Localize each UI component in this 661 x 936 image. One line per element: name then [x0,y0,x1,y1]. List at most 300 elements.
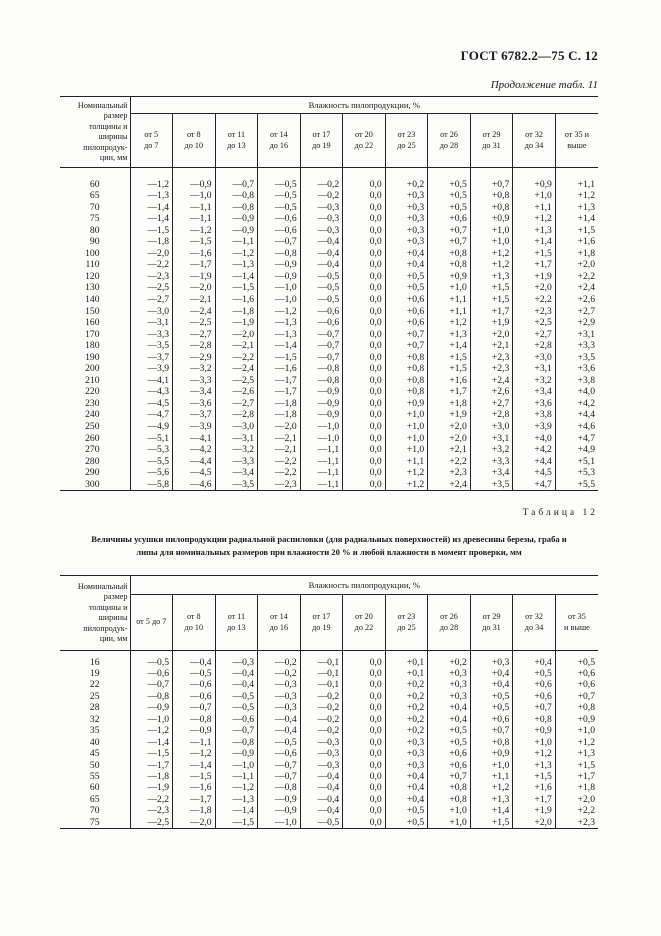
shrinkage-value: —1,3 [215,794,258,805]
table-continuation-note: Продолжение табл. 11 [490,79,598,91]
table-row [60,479,598,491]
shrinkage-value: +3,1 [555,329,598,341]
shrinkage-value: —1,8 [215,306,258,318]
shrinkage-value: +0,8 [385,352,428,364]
shrinkage-value: —0,7 [258,771,301,782]
row-label-size: 300 [60,479,130,491]
shrinkage-value: —2,3 [130,805,173,816]
shrinkage-value: +1,4 [555,213,598,225]
shrinkage-value: +0,9 [513,725,556,736]
shrinkage-value: —0,9 [215,213,258,225]
row-label-size: 200 [85,363,100,375]
shrinkage-value: +1,0 [385,433,428,445]
table-row [60,421,598,433]
shrinkage-value: +2,3 [513,306,556,318]
shrinkage-value: +0,4 [428,702,471,713]
shrinkage-value: —1,1 [215,236,258,248]
table-row [60,306,598,318]
shrinkage-value: +3,9 [513,421,556,433]
shrinkage-value: —1,1 [173,213,216,225]
shrinkage-value: —1,4 [130,737,173,748]
shrinkage-value: —0,1 [300,668,343,679]
column-header-moisture [555,595,598,651]
shrinkage-value: +1,2 [513,213,556,225]
table-12 [60,575,598,829]
shrinkage-value: —2,0 [215,329,258,341]
shrinkage-value: +1,5 [470,282,513,294]
shrinkage-value: —3,7 [173,409,216,421]
shrinkage-value: 0,0 [343,340,386,352]
row-label-size: 170 [85,328,100,340]
shrinkage-value: +2,0 [513,282,556,294]
shrinkage-value: +1,1 [385,456,428,468]
shrinkage-value: +2,3 [470,363,513,375]
shrinkage-value: —3,1 [130,317,173,329]
shrinkage-value: +0,9 [428,271,471,283]
shrinkage-value: —0,2 [300,179,343,191]
shrinkage-value: —4,9 [130,421,173,433]
column-header-line: от 29 [482,130,501,139]
row-label-size: 130 [85,282,100,294]
table-12-title [62,533,596,559]
shrinkage-value: +1,0 [513,737,556,748]
shrinkage-value: —0,6 [300,317,343,329]
shrinkage-value: 0,0 [343,259,386,271]
shrinkage-value: 0,0 [343,748,386,759]
row-label-size: 28 [89,702,100,714]
shrinkage-value: —0,9 [258,794,301,805]
shrinkage-value: 0,0 [343,213,386,225]
table-row [60,363,598,375]
column-header-line: от 17 [312,130,331,139]
shrinkage-value: +1,8 [555,248,598,260]
column-header-moisture [258,595,301,651]
shrinkage-value: +3,8 [513,409,556,421]
shrinkage-value: —0,8 [173,714,216,725]
shrinkage-value: 0,0 [343,306,386,318]
shrinkage-value: —1,7 [258,375,301,387]
shrinkage-value: +2,6 [470,386,513,398]
shrinkage-value: —0,7 [300,352,343,364]
shrinkage-value: —0,2 [300,714,343,725]
table-row [60,259,598,271]
shrinkage-value: —0,8 [130,691,173,702]
row-label-size: 65 [89,190,100,202]
shrinkage-value: —1,9 [130,782,173,793]
shrinkage-value: —3,3 [215,456,258,468]
table-row [60,433,598,445]
shrinkage-value: —1,0 [173,190,216,202]
shrinkage-value: +0,9 [555,714,598,725]
shrinkage-value: 0,0 [343,225,386,237]
column-header-moisture [173,595,216,651]
shrinkage-value: 0,0 [343,398,386,410]
shrinkage-value: —4,5 [130,398,173,410]
column-header-line: от 26 [440,130,458,139]
shrinkage-value: —0,7 [300,329,343,341]
shrinkage-value: —2,1 [258,433,301,445]
shrinkage-value: +0,4 [428,714,471,725]
table-11-continued [60,96,598,491]
shrinkage-value: —2,3 [130,271,173,283]
row-label-size: 16 [89,656,100,668]
shrinkage-value: 0,0 [343,691,386,702]
column-header-line: до 22 [354,140,374,150]
row-label-size: 110 [85,259,100,271]
shrinkage-value: —2,8 [215,409,258,421]
column-header-line: от 23 [397,130,416,139]
shrinkage-value: —1,1 [300,444,343,456]
shrinkage-value: —3,3 [173,375,216,387]
column-header-line: до 31 [482,140,501,150]
shrinkage-value: +0,8 [470,202,513,214]
shrinkage-value: +0,4 [470,668,513,679]
shrinkage-value: +1,2 [428,317,471,329]
column-header-line: до 34 [524,622,544,632]
shrinkage-value: +2,0 [555,259,598,271]
shrinkage-value: +0,1 [385,668,428,679]
row-label-size: 60 [89,782,100,794]
shrinkage-value: —1,3 [258,317,301,329]
shrinkage-value: —0,8 [258,248,301,260]
shrinkage-value: +0,5 [385,282,428,294]
shrinkage-value: —0,6 [130,668,173,679]
shrinkage-value: +1,0 [428,282,471,294]
shrinkage-value: —0,5 [300,271,343,283]
table-row [60,190,598,202]
shrinkage-value: —0,8 [300,375,343,387]
shrinkage-value: —0,6 [258,225,301,237]
shrinkage-value: +0,2 [385,702,428,713]
shrinkage-value: +0,6 [428,760,471,771]
shrinkage-value: —5,1 [130,433,173,445]
shrinkage-value: —1,9 [215,317,258,329]
shrinkage-value: +4,0 [555,386,598,398]
table-12-label: Таблица 12 [522,508,598,518]
shrinkage-value: +0,6 [428,748,471,759]
table-12-title-line-1: Величины усушки пилопродукции радиальной распиловки (для радиальных поверхностей) из древесины березы, граба и [91,534,567,544]
table-row [60,748,598,759]
shrinkage-value: —3,7 [130,352,173,364]
shrinkage-value: —2,1 [173,294,216,306]
shrinkage-value: —1,2 [215,248,258,260]
shrinkage-value: —1,1 [300,456,343,468]
row-label-size: 45 [89,748,100,760]
shrinkage-value: +1,1 [555,179,598,191]
shrinkage-value: —0,9 [173,179,216,191]
shrinkage-value: —3,9 [130,363,173,375]
shrinkage-value: —1,2 [130,725,173,736]
shrinkage-value: +4,7 [555,433,598,445]
shrinkage-value: +1,1 [470,771,513,782]
shrinkage-value: —0,7 [215,725,258,736]
shrinkage-value: +3,3 [470,456,513,468]
group-header-moisture: Влажность пилопродукции, % [130,97,598,114]
shrinkage-value: —1,8 [130,236,173,248]
row-label-size: 25 [89,690,100,702]
shrinkage-value: 0,0 [343,352,386,364]
column-header-line: до 19 [312,622,331,632]
table-row [60,805,598,816]
row-header-line: ции, мм [99,153,128,162]
table-row [60,657,598,668]
shrinkage-value: +2,2 [513,294,556,306]
row-label-size: 150 [85,305,100,317]
shrinkage-value: —1,3 [258,329,301,341]
shrinkage-value: —2,1 [258,444,301,456]
shrinkage-value: —0,4 [258,725,301,736]
shrinkage-value: +2,7 [555,306,598,318]
row-label-size: 75 [89,213,100,225]
shrinkage-value: +0,5 [470,691,513,702]
shrinkage-value: —1,4 [258,340,301,352]
shrinkage-value: —0,7 [258,760,301,771]
shrinkage-value: —0,2 [300,190,343,202]
shrinkage-value: +1,2 [513,748,556,759]
table-row [60,329,598,341]
shrinkage-value: +1,1 [428,306,471,318]
row-label-size: 260 [85,432,100,444]
shrinkage-value: +0,4 [513,657,556,668]
column-header-moisture [215,114,258,168]
shrinkage-value: +0,3 [428,691,471,702]
shrinkage-value: —0,6 [173,691,216,702]
column-header-line: от 11 [227,130,246,139]
shrinkage-value: +1,0 [470,236,513,248]
shrinkage-value: +1,5 [470,817,513,829]
shrinkage-value: +0,5 [555,657,598,668]
shrinkage-value: —1,2 [130,179,173,191]
shrinkage-value: +0,7 [470,179,513,191]
shrinkage-value: —0,8 [215,202,258,214]
shrinkage-value: —2,5 [215,375,258,387]
shrinkage-value: +2,2 [428,456,471,468]
shrinkage-value: +0,3 [385,213,428,225]
shrinkage-value: +0,2 [385,179,428,191]
shrinkage-value: —3,5 [130,340,173,352]
shrinkage-value: —0,6 [173,679,216,690]
shrinkage-value: +0,3 [385,190,428,202]
shrinkage-value: —0,9 [215,225,258,237]
shrinkage-value: +4,4 [555,409,598,421]
shrinkage-value: —0,9 [258,271,301,283]
shrinkage-value: —0,5 [258,179,301,191]
column-header-line: от 17 [312,612,331,621]
shrinkage-value: —2,4 [215,363,258,375]
shrinkage-value: —2,7 [215,398,258,410]
column-header-moisture [173,114,216,168]
shrinkage-value: +1,9 [428,409,471,421]
shrinkage-value: —0,4 [300,794,343,805]
shrinkage-value: —1,1 [300,479,343,491]
shrinkage-value: —4,3 [130,386,173,398]
shrinkage-value: —0,3 [300,748,343,759]
shrinkage-value: —1,1 [173,737,216,748]
shrinkage-value: —0,9 [300,386,343,398]
shrinkage-value: —3,4 [215,467,258,479]
shrinkage-value: +0,3 [385,737,428,748]
shrinkage-value: +3,5 [555,352,598,364]
column-header-moisture [258,114,301,168]
shrinkage-value: +1,2 [555,190,598,202]
shrinkage-value: 0,0 [343,202,386,214]
shrinkage-value: —2,0 [173,282,216,294]
shrinkage-value: +0,5 [385,805,428,816]
shrinkage-value: +2,0 [555,794,598,805]
row-label-size: 190 [85,351,100,363]
shrinkage-value: +0,3 [385,202,428,214]
shrinkage-value: +0,2 [385,725,428,736]
shrinkage-value: 0,0 [343,329,386,341]
shrinkage-value: +1,4 [470,805,513,816]
shrinkage-value: +1,2 [470,259,513,271]
page-header: ГОСТ 6782.2—75 С. 12 [460,48,598,63]
shrinkage-value: +1,5 [555,760,598,771]
row-header-line: Номинальный [77,100,128,110]
shrinkage-value: —0,5 [300,282,343,294]
row-label-size: 70 [89,805,100,817]
shrinkage-value: +1,3 [555,748,598,759]
shrinkage-value: —1,5 [258,352,301,364]
shrinkage-value: +0,2 [428,657,471,668]
shrinkage-value: —1,5 [130,748,173,759]
shrinkage-value: +0,5 [513,668,556,679]
shrinkage-value: —2,7 [130,294,173,306]
table-row [60,248,598,260]
shrinkage-value: +1,0 [385,444,428,456]
column-header-line: до 13 [227,622,246,632]
shrinkage-value: +0,6 [555,668,598,679]
row-header-size [60,576,130,651]
column-header-moisture [470,114,513,168]
row-label-size: 70 [89,201,100,213]
shrinkage-value: +2,0 [428,421,471,433]
shrinkage-value: —0,5 [130,657,173,668]
shrinkage-value: +2,0 [428,433,471,445]
shrinkage-value: +1,7 [428,386,471,398]
shrinkage-value: —4,5 [173,467,216,479]
shrinkage-value: +2,8 [470,409,513,421]
shrinkage-value: —2,8 [173,340,216,352]
shrinkage-value: +0,8 [385,375,428,387]
shrinkage-value: +1,1 [428,294,471,306]
shrinkage-value: +1,2 [470,782,513,793]
shrinkage-value: +2,1 [470,340,513,352]
shrinkage-value: —3,2 [173,363,216,375]
shrinkage-value: —1,5 [215,282,258,294]
shrinkage-value: —1,4 [130,213,173,225]
shrinkage-value: —0,4 [173,657,216,668]
shrinkage-value: +2,9 [555,317,598,329]
column-header-line: от 35 [568,612,586,621]
shrinkage-value: +3,4 [513,386,556,398]
shrinkage-value: —1,0 [300,433,343,445]
shrinkage-value: +0,6 [385,294,428,306]
column-header-line: до 28 [439,622,459,632]
row-label-size: 220 [85,386,100,398]
shrinkage-value: +2,0 [513,817,556,829]
shrinkage-value: +1,6 [428,375,471,387]
shrinkage-value: +0,1 [385,657,428,668]
shrinkage-value: +1,9 [513,805,556,816]
shrinkage-value: +1,0 [470,225,513,237]
row-label-size: 65 [89,793,100,805]
shrinkage-value: —1,1 [215,771,258,782]
column-header-line: до 31 [482,622,501,632]
table-row [60,202,598,214]
shrinkage-value: 0,0 [343,375,386,387]
shrinkage-value: —1,7 [258,386,301,398]
shrinkage-value: —0,9 [215,748,258,759]
column-header-line: от 35 и [564,130,590,139]
row-label-size: 50 [89,759,100,771]
table-row [60,294,598,306]
shrinkage-value: —0,9 [300,398,343,410]
shrinkage-value: +1,5 [513,248,556,260]
shrinkage-value: —4,1 [173,433,216,445]
shrinkage-value: —2,3 [258,479,301,491]
shrinkage-value: +0,2 [385,714,428,725]
shrinkage-value: —0,9 [130,702,173,713]
shrinkage-value: +2,0 [470,329,513,341]
shrinkage-value: —3,1 [215,433,258,445]
column-header-line: до 16 [269,622,289,632]
shrinkage-value: +0,3 [385,225,428,237]
shrinkage-value: +1,8 [428,398,471,410]
column-header-moisture [343,114,386,168]
table-row [60,714,598,725]
shrinkage-value: —0,4 [300,236,343,248]
shrinkage-value: —2,4 [173,306,216,318]
shrinkage-value: 0,0 [343,714,386,725]
shrinkage-value: +0,4 [385,771,428,782]
table-row [60,317,598,329]
shrinkage-value: +0,5 [428,179,471,191]
shrinkage-value: —1,0 [258,294,301,306]
shrinkage-value: +0,7 [428,771,471,782]
row-header-line: размер [103,592,128,601]
shrinkage-value: —1,8 [130,771,173,782]
shrinkage-value: —1,7 [173,259,216,271]
shrinkage-value: +2,4 [555,282,598,294]
shrinkage-value: —3,2 [215,444,258,456]
shrinkage-value: —2,1 [215,340,258,352]
column-header-moisture [300,114,343,168]
shrinkage-value: 0,0 [343,179,386,191]
shrinkage-value: —4,7 [130,409,173,421]
row-label-size: 100 [85,247,100,259]
shrinkage-value: +0,3 [428,679,471,690]
table-row [60,375,598,387]
shrinkage-value: +1,7 [513,259,556,271]
shrinkage-value: —0,5 [258,190,301,202]
shrinkage-value: +2,3 [555,817,598,829]
shrinkage-value: —1,3 [215,259,258,271]
shrinkage-value: +2,1 [428,444,471,456]
shrinkage-value: +1,3 [555,202,598,214]
shrinkage-value: —2,0 [258,421,301,433]
shrinkage-value: 0,0 [343,679,386,690]
shrinkage-value: +1,0 [428,805,471,816]
column-header-line: до 25 [397,622,416,632]
shrinkage-value: +0,4 [385,782,428,793]
shrinkage-value: —5,3 [130,444,173,456]
shrinkage-value: —4,4 [173,456,216,468]
shrinkage-value: 0,0 [343,702,386,713]
table-row [60,340,598,352]
row-label-size: 35 [89,725,100,737]
column-header-line: выше [567,140,587,150]
